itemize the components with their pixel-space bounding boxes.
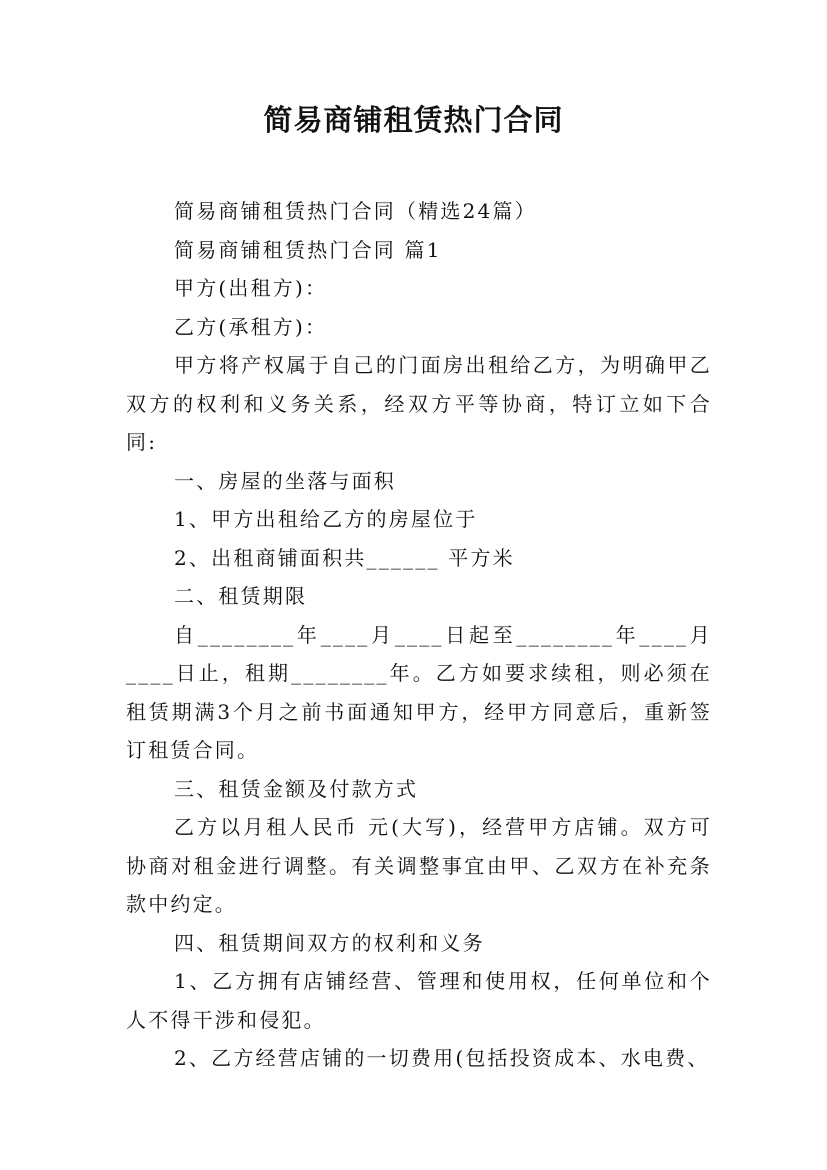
- paragraph-clause-4-2: 2、乙方经营店铺的一切费用(包括投资成本、水电费、: [174, 1046, 710, 1070]
- paragraph-clause-heading-4: 四、租赁期间双方的权利和义务: [174, 930, 485, 955]
- paragraph-section-heading: 简易商铺租赁热门合同 篇1: [174, 237, 442, 262]
- paragraph-clause-heading-3: 三、租赁金额及付款方式: [174, 776, 419, 801]
- paragraph-clause-1-1: 1、甲方出租给乙方的房屋位于: [174, 507, 478, 531]
- paragraph-subtitle: 简易商铺租赁热门合同（精选24篇）: [174, 199, 537, 223]
- paragraph-clause-1-2: 2、出租商铺面积共______ 平方米: [174, 545, 515, 570]
- document-body: [126, 192, 712, 1078]
- paragraph-clause-3-body: 乙方以月租人民币 元(大写)，经营甲方店铺。双方可协商对租金进行调整。有关调整事宜由甲、乙双方在补充条款中约定。: [126, 815, 712, 916]
- paragraph-preamble: 甲方将产权属于自己的门面房出租给乙方，为明确甲乙双方的权利和义务关系，经双方平等协商，特订立如下合同:: [126, 353, 712, 454]
- paragraph-party-b: 乙方(承租方)：: [174, 314, 328, 339]
- paragraph-party-a: 甲方(出租方)：: [174, 276, 328, 300]
- document-title: 简易商铺租赁热门合同: [263, 103, 564, 137]
- paragraph-clause-4-1: 1、乙方拥有店铺经营、管理和使用权，任何单位和个人不得干涉和侵犯。: [126, 969, 712, 1032]
- paragraph-clause-heading-2: 二、租赁期限: [174, 584, 308, 608]
- paragraph-clause-2-body: 自________年____月____日起至________年____月____日止，租期________年。乙方如要求续租，则必须在租赁期满3个月之前书面通知甲方，经甲方同意后，重新签订租赁合同。: [126, 622, 712, 762]
- paragraph-clause-heading-1: 一、房屋的坐落与面积: [174, 468, 396, 493]
